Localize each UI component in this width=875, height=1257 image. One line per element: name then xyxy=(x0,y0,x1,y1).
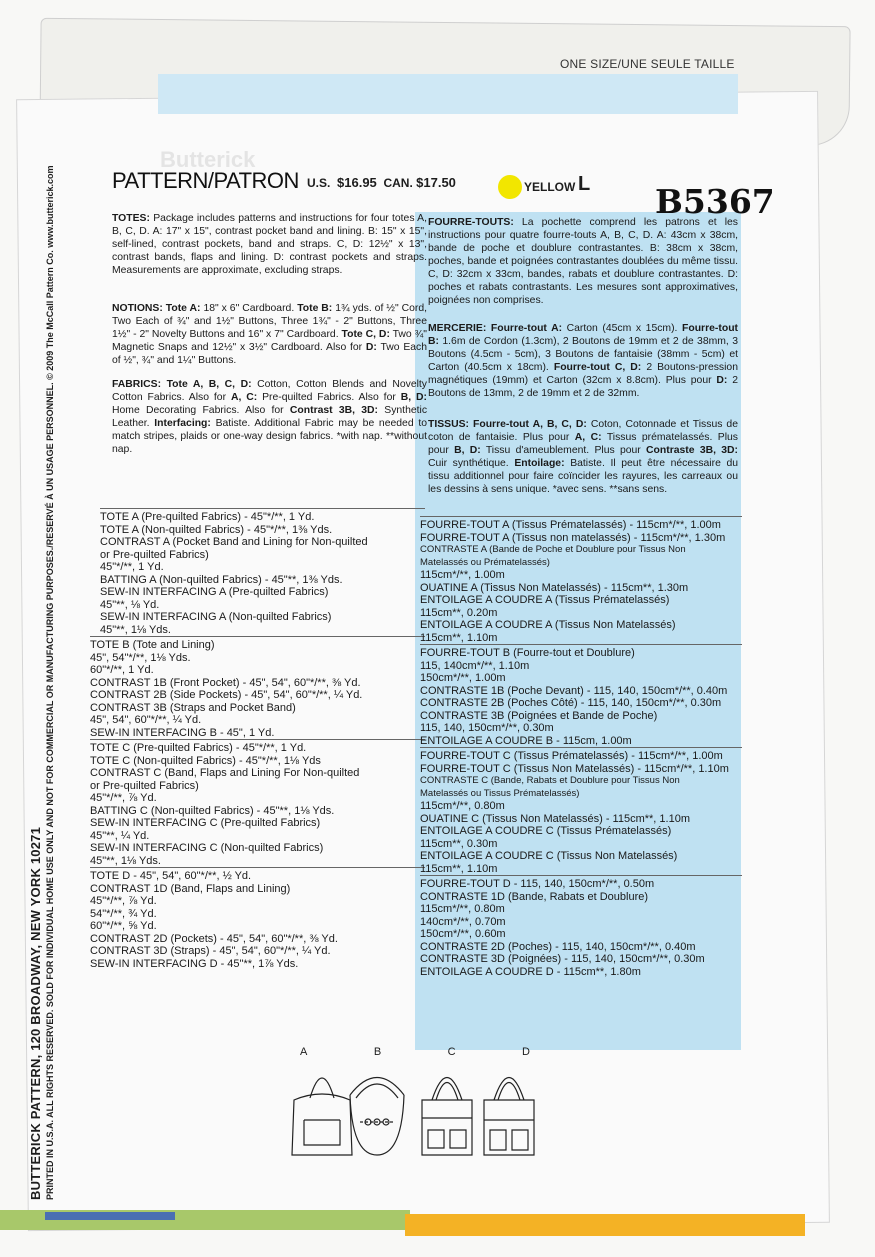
yardage-line: CONTRASTE 1D (Bande, Rabats et Doublure) xyxy=(420,890,649,903)
yardage-line: 115, 140, 150cm*/**, 0.30m xyxy=(420,722,554,734)
yardage-line: TOTE A (Non-quilted Fabrics) - 45"*/**, 1⅜ Yds. xyxy=(100,523,333,536)
yardage-line: 60"*/**, ⅝ Yd. xyxy=(90,920,157,932)
yardage-group xyxy=(420,516,742,644)
totes-description-en: TOTES: Package includes patterns and instructions for four totes A, B, C, D. A: 17" x 15", contrast pocket band and lining. B: 15" x 15", self-lined, contrast pockets, band and straps. C, D: 12½" x 13", contrast bands, flaps and lining. D: contrast pockets and straps. Measurements are approximate, excluding straps. xyxy=(112,213,428,276)
yardage-line: SEW-IN INTERFACING C (Non-quilted Fabrics) xyxy=(90,842,324,854)
yardage-line: SEW-IN INTERFACING A (Pre-quilted Fabrics) xyxy=(100,586,329,598)
tote-c-illustration xyxy=(422,1078,472,1156)
yardage-line: 115cm**, 0.20m xyxy=(420,606,498,619)
tissus-fr: TISSUS: Fourre-tout A, B, C, D: Coton, Cotonnade et Tissus de coton de fantaisie. Plus pour A, C: Tissus prématelassés. Plus pour B, D: Tissu d'ameublement. Plus pour Contraste 3B, 3D: Cuir synthétique. Entoilage: Batiste. Il peut être nécessaire du tissu additionnel pour faire coïncider les rayures, les carreaux ou les dessins à sens unique. *avec sens. **sans sens. xyxy=(428,419,739,495)
yardage-line: 45"**, 1⅛ Yds. xyxy=(90,854,161,867)
size-code: L xyxy=(578,173,591,195)
yardage-line: 45", 54"*/**, 1⅛ Yds. xyxy=(90,651,191,664)
yardage-line: ENTOILAGE A COUDRE C (Tissus Non Matelassés) xyxy=(420,850,678,862)
yardage-table-en xyxy=(90,508,425,970)
can-price: $17.50 xyxy=(416,175,456,190)
view-letter-a: A xyxy=(300,1046,308,1058)
totes-description-fr: FOURRE-TOUTS: La pochette comprend les patrons et les instructions pour quatre fourre-touts A, B, C, D. A: 43cm x 38cm, bande de poche et doublure contrastantes. B: 38cm x 38cm, poches, bande et poignées contrastantes doublées du même tissu. C, D: 32cm x 33cm, bandes, rabats et doublure contrastantes. D: poches et rabats contrastants. Les mesures sont approximatives, poignées non comprises. xyxy=(428,217,738,306)
yardage-line: FOURRE-TOUT A (Tissus non matelassés) - 115cm*/**, 1.30m xyxy=(420,531,726,544)
yardage-line: 45"**, ¼ Yd. xyxy=(90,829,150,842)
yardage-line: 45"*/**, 1 Yd. xyxy=(100,561,164,573)
legal-notice: PRINTED IN U.S.A. ALL RIGHTS RESERVED. SOLD FOR INDIVIDUAL HOME USE ONLY AND NOT FOR COMMERCIAL OR MANUFACTURING PURPOSES./RESERVÉ À UN USAGE PERSONNEL. © 2009 The McCall Pattern Co. www.butterick.com xyxy=(45,165,55,1200)
yardage-line: SEW-IN INTERFACING A (Non-quilted Fabrics) xyxy=(100,611,332,623)
yardage-line: ENTOILAGE A COUDRE B - 115cm, 1.00m xyxy=(420,734,632,747)
yardage-line: FOURRE-TOUT A (Tissus Prématelassés) - 115cm*/**, 1.00m xyxy=(420,519,721,531)
tote-a-illustration xyxy=(292,1078,352,1155)
view-letters xyxy=(300,1046,530,1058)
yardage-group xyxy=(420,875,742,978)
bottom-blue-strip xyxy=(45,1212,175,1220)
yardage-line: CONTRAST C (Band, Flaps and Lining For Non-quilted xyxy=(90,767,360,779)
yardage-line: BATTING C (Non-quilted Fabrics) - 45"**, 1⅛ Yds. xyxy=(90,804,335,817)
yardage-group xyxy=(90,739,425,867)
view-letter-d: D xyxy=(522,1046,530,1058)
yardage-line: TOTE A (Pre-quilted Fabrics) - 45"*/**, 1 Yd. xyxy=(100,511,315,523)
yardage-line: CONTRAST 3B (Straps and Pocket Band) xyxy=(90,701,296,714)
yardage-line: 45"**, 1⅛ Yds. xyxy=(100,623,171,636)
yardage-line: CONTRAST 3D (Straps) - 45", 54", 60"*/**, ¼ Yd. xyxy=(90,945,331,957)
yardage-line: 60"*/**, 1 Yd. xyxy=(90,664,154,676)
yardage-line: or Pre-quilted Fabrics) xyxy=(90,779,199,792)
yardage-line: SEW-IN INTERFACING C (Pre-quilted Fabrics) xyxy=(90,817,321,829)
yardage-line: FOURRE-TOUT C (Tissus Non Matelassés) - 115cm*/**, 1.10m xyxy=(420,762,729,775)
yardage-group xyxy=(420,747,742,875)
yardage-line: 140cm*/**, 0.70m xyxy=(420,915,506,928)
yardage-line: 115cm**, 0.30m xyxy=(420,837,498,850)
notions-en: NOTIONS: Tote A: 18" x 6" Cardboard. Tote B: 1¾ yds. of ½" Cord, Two Each of ¾" and 1½" Buttons, Three 1¾" - 2" Buttons, Three 1½" - 2" Novelty Buttons and 16" x 7" Cardboard. Tote C, D: Two ¾" Magnetic Snaps and 12½" x 3½" Cardboard. Also for D: Two Each of ½", ¾" and 1¼" Buttons. xyxy=(112,303,428,366)
yardage-line: or Pre-quilted Fabrics) xyxy=(100,548,209,561)
yardage-group xyxy=(100,508,425,636)
yardage-line: OUATINE C (Tissus Non Matelassés) - 115cm**, 1.10m xyxy=(420,812,690,825)
yardage-line: ENTOILAGE A COUDRE A (Tissus Non Matelassés) xyxy=(420,619,676,631)
yardage-line: TOTE C (Non-quilted Fabrics) - 45"*/**, 1⅛ Yds xyxy=(90,754,321,767)
yardage-group xyxy=(90,636,425,739)
yardage-line: CONTRASTE 3D (Poignées) - 115, 140, 150cm*/**, 0.30m xyxy=(420,953,705,965)
color-name: YELLOW xyxy=(524,180,576,194)
header-blue-band xyxy=(158,74,738,114)
yardage-line: TOTE D - 45", 54", 60"*/**, ½ Yd. xyxy=(90,870,252,882)
yardage-group xyxy=(420,644,742,747)
us-price: $16.95 xyxy=(337,175,377,190)
view-letter-c: C xyxy=(447,1046,456,1058)
yardage-line: CONTRAST 1D (Band, Flaps and Lining) xyxy=(90,882,291,895)
view-letter-b: B xyxy=(373,1046,382,1058)
yardage-line: TOTE B (Tote and Lining) xyxy=(90,639,215,651)
yardage-line: OUATINE A (Tissus Non Matelassés) - 115cm**, 1.30m xyxy=(420,581,689,594)
yardage-line: 45"**, ⅛ Yd. xyxy=(100,598,160,611)
yardage-line: 150cm*/**, 1.00m xyxy=(420,672,506,684)
yardage-line: 54"*/**, ¾ Yd. xyxy=(90,907,157,920)
fabrics-en: FABRICS: Tote A, B, C, D: Cotton, Cotton Blends and Novelty Cotton Fabrics. Also for A, C: Pre-quilted Fabrics. Also for B, D: Home Decorating Fabrics. Also for Contrast 3B, 3D: Synthetic Leather. Interfacing: Batiste. Additional Fabric may be needed to match stripes, plaids or one-way design fabrics. *with nap. **without nap. xyxy=(112,379,428,455)
pattern-number: B5367 xyxy=(655,182,775,221)
yardage-line: Matelassés ou Prématelassés) xyxy=(420,556,550,568)
yardage-line: CONTRASTE 2B (Poches Côté) - 115, 140, 150cm*/**, 0.30m xyxy=(420,697,722,709)
yardage-line: 45"*/**, ⅞ Yd. xyxy=(90,792,157,804)
publisher-address: BUTTERICK PATTERN, 120 BROADWAY, NEW YORK 10271 xyxy=(28,827,43,1200)
can-label: CAN. xyxy=(383,176,413,190)
yardage-line: CONTRAST 2B (Side Pockets) - 45", 54", 60"*/**, ¼ Yd. xyxy=(90,689,363,701)
pattern-label: PATTERN/PATRON xyxy=(112,168,299,193)
yardage-line: FOURRE-TOUT D - 115, 140, 150cm*/**, 0.50m xyxy=(420,878,655,890)
yardage-line: 115cm*/**, 1.00m xyxy=(420,569,505,581)
brand-ghost-text: Butterick xyxy=(160,147,256,172)
yardage-line: CONTRAST 1B (Front Pocket) - 45", 54", 60"*/**, ⅜ Yd. xyxy=(90,676,361,689)
yardage-line: 45"*/**, ⅞ Yd. xyxy=(90,895,157,907)
tote-b-illustration xyxy=(350,1078,404,1156)
yardage-line: 115cm*/**, 0.80m xyxy=(420,800,505,812)
yardage-line: 45", 54", 60"*/**, ¼ Yd. xyxy=(90,714,202,726)
yardage-line: CONTRASTE C (Bande, Rabats et Doublure pour Tissus Non xyxy=(420,775,680,786)
size-label: ONE SIZE/UNE SEULE TAILLE xyxy=(560,57,735,71)
yardage-line: 150cm*/**, 0.60m xyxy=(420,928,506,940)
yardage-line: ENTOILAGE A COUDRE D - 115cm**, 1.80m xyxy=(420,965,641,978)
yardage-line: TOTE C (Pre-quilted Fabrics) - 45"*/**, 1 Yd. xyxy=(90,742,307,754)
tote-illustrations xyxy=(282,1060,542,1160)
yardage-line: CONTRASTE 1B (Poche Devant) - 115, 140, 150cm*/**, 0.40m xyxy=(420,684,728,697)
yardage-line: 115, 140cm*/**, 1.10m xyxy=(420,659,530,672)
yardage-group xyxy=(90,867,425,970)
yardage-line: FOURRE-TOUT B (Fourre-tout et Doublure) xyxy=(420,647,635,659)
yardage-line: Matelassés ou Tissus Prématelassés) xyxy=(420,787,580,799)
color-dot-icon xyxy=(498,175,522,199)
yardage-line: BATTING A (Non-quilted Fabrics) - 45"**, 1⅜ Yds. xyxy=(100,573,343,586)
yardage-line: ENTOILAGE A COUDRE C (Tissus Prématelassés) xyxy=(420,825,672,837)
mercerie-fr: MERCERIE: Fourre-tout A: Carton (45cm x 15cm). Fourre-tout B: 1.6m de Cordon (1.3cm), 2 Boutons de 19mm et 2 de 38mm, 3 Boutons (4.5cm - 5cm), 3 Boutons de fantaisie (38mm - 5cm) et Carton (40.5cm x 18cm). Fourre-tout C, D: 2 Boutons-pression magnétiques (19mm) et Carton (32cm x 8.8cm). Plus pour D: 2 Boutons de 13mm, 2 de 19mm et 2 de 32mm. xyxy=(428,323,739,399)
side-legal-text xyxy=(28,165,55,1200)
yardage-line: FOURRE-TOUT C (Tissus Prématelassés) - 115cm*/**, 1.00m xyxy=(420,750,723,762)
bottom-yellow-strip xyxy=(405,1214,805,1236)
price-block xyxy=(307,175,456,190)
yardage-line: ENTOILAGE A COUDRE A (Tissus Prématelassés) xyxy=(420,594,670,606)
yardage-line: CONTRASTE 3B (Poignées et Bande de Poche) xyxy=(420,709,658,722)
us-label: U.S. xyxy=(307,176,331,190)
yardage-line: SEW-IN INTERFACING B - 45", 1 Yd. xyxy=(90,726,275,739)
yardage-line: CONTRASTE 2D (Poches) - 115, 140, 150cm*/**, 0.40m xyxy=(420,940,696,953)
yardage-line: 115cm**, 1.10m xyxy=(420,631,498,644)
yardage-line: 115cm*/**, 0.80m xyxy=(420,903,505,915)
yardage-line: CONTRASTE A (Bande de Poche et Doublure pour Tissus Non xyxy=(420,544,686,555)
yardage-line: CONTRAST 2D (Pockets) - 45", 54", 60"*/**, ⅜ Yd. xyxy=(90,932,338,945)
yardage-line: CONTRAST A (Pocket Band and Lining for Non-quilted xyxy=(100,536,368,548)
yardage-line: 115cm**, 1.10m xyxy=(420,862,498,875)
yardage-table-fr xyxy=(420,516,742,978)
tote-d-illustration xyxy=(484,1078,534,1156)
yardage-line: SEW-IN INTERFACING D - 45"**, 1⅞ Yds. xyxy=(90,957,299,970)
